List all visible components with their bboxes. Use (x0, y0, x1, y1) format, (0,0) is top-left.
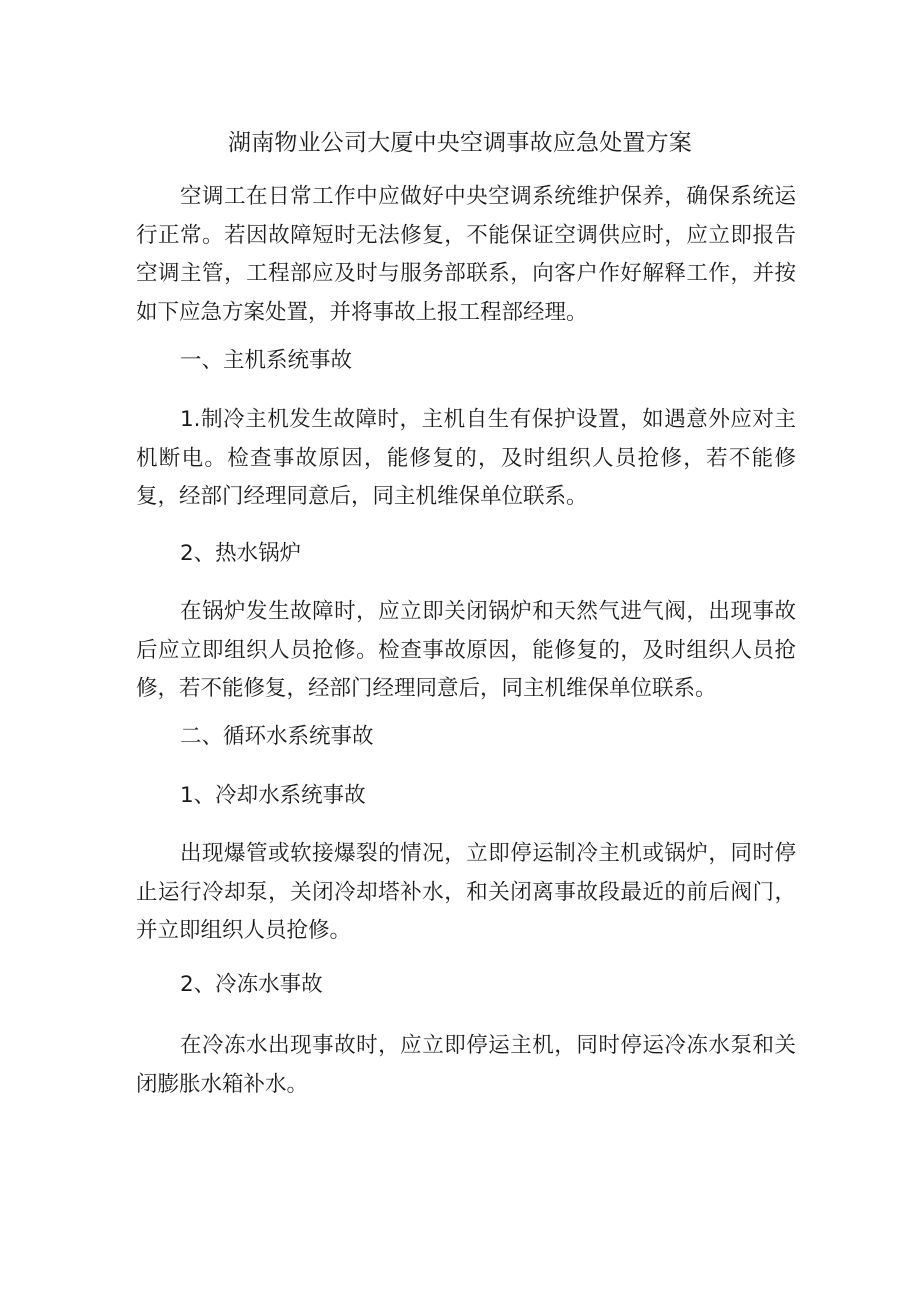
section1-item1-paragraph: 1.制冷主机发生故障时，主机自生有保护设置，如遇意外应对主机断电。检查事故原因，能修复的，及时组织人员抢修，若不能修复，经部门经理同意后，同主机维保单位联系。 (136, 407, 796, 509)
intro-paragraph: 空调工在日常工作中应做好中央空调系统维护保养，确保系统运行正常。若因故障短时无法修复，不能保证空调供应时，应立即报告空调主管，工程部应及时与服务部联系，向客户作好解释工作，并按如下应急方案处置，并将事故上报工程部经理。 (136, 184, 796, 325)
section2-item2-paragraph: 在冷冻水出现事故时，应立即停运主机，同时停运冷冻水泵和关闭膨胀水箱补水。 (136, 1033, 796, 1097)
section1-heading: 一、主机系统事故 (180, 348, 353, 373)
section1-item2-paragraph: 在锅炉发生故障时，应立即关闭锅炉和天然气进气阀，出现事故后应立即组织人员抢修。检查事故原因，能修复的，及时组织人员抢修，若不能修复，经部门经理同意后，同主机维保单位联系。 (136, 599, 796, 701)
document-title: 湖南物业公司大厦中央空调事故应急处置方案 (228, 130, 692, 156)
section2-item2-heading: 2、冷冻水事故 (180, 972, 323, 997)
section2-item1-heading: 1、冷却水系统事故 (180, 783, 366, 808)
section2-heading: 二、循环水系统事故 (180, 724, 374, 749)
section2-item1-paragraph: 出现爆管或软接爆裂的情况，立即停运制冷主机或锅炉，同时停止运行冷却泵，关闭冷却塔补水，和关闭离事故段最近的前后阀门，并立即组织人员抢修。 (136, 841, 796, 943)
section1-item2-heading: 2、热水锅炉 (180, 541, 302, 566)
